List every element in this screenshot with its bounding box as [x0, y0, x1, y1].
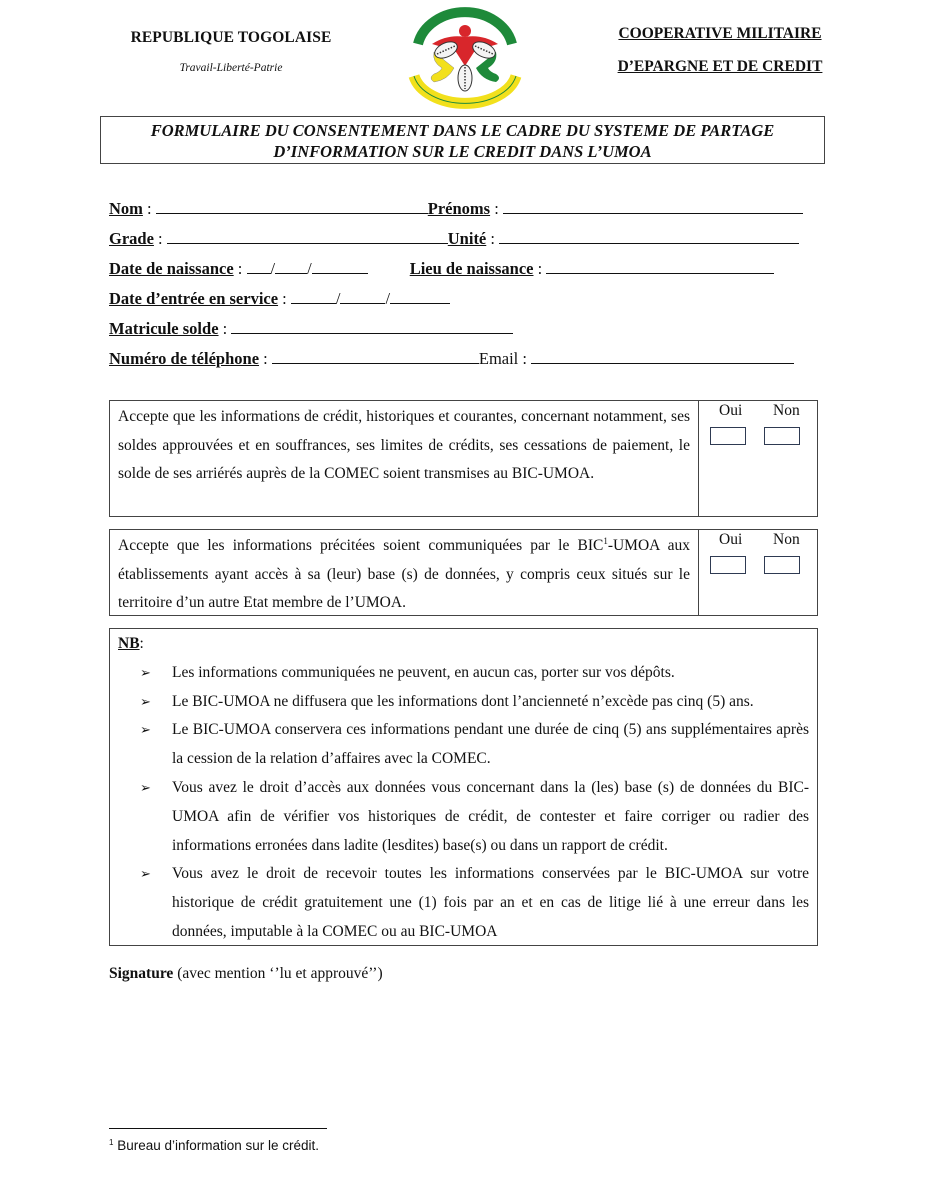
arrowhead-bullet-icon: ➢: [140, 779, 151, 795]
comec-emblem-logo: [404, 4, 526, 110]
form-title-line2: D’INFORMATION SUR LE CREDIT DANS L’UMOA: [273, 142, 652, 161]
arrowhead-bullet-icon: ➢: [140, 722, 151, 738]
nb-box: [109, 628, 818, 946]
row-naissance: [109, 259, 821, 283]
date-entree-label: Date d’entrée en service: [109, 289, 279, 308]
oui-label: Oui: [719, 531, 743, 548]
footnote-number: 1: [109, 1138, 114, 1147]
date-naissance-sep: :: [233, 259, 247, 278]
date-naissance-month-field[interactable]: [275, 259, 307, 274]
row-telephone-email: [109, 349, 821, 373]
logo-cowrie-center: [458, 65, 472, 91]
logo-svg: [404, 4, 526, 110]
row-date-entree: [109, 289, 821, 313]
date-slash: /: [335, 289, 341, 308]
row-grade-unite: [109, 229, 821, 253]
footnote: [109, 1138, 319, 1153]
nb-colon: :: [139, 635, 144, 652]
matricule-sep: :: [218, 319, 232, 338]
nom-label: Nom: [109, 199, 143, 218]
non-label: Non: [773, 402, 800, 419]
unite-label: Unité: [447, 229, 487, 248]
date-naissance-year-field[interactable]: [312, 259, 368, 274]
email-field[interactable]: [531, 349, 794, 364]
nb-item-text: Les informations communiquées ne peuvent, en aucun cas, porter sur vos dépôts.: [172, 663, 675, 681]
date-naissance-label: Date de naissance: [109, 259, 234, 278]
signature-area[interactable]: [109, 965, 383, 983]
lieu-naissance-sep: :: [533, 259, 547, 278]
date-entree-year-field[interactable]: [390, 289, 450, 304]
nb-title: NB: [118, 635, 140, 652]
consent-text: Accepte que les informations de crédit, historiques et courantes, concernant notamment, ses soldes approuvées et en souffrances, ses limites de crédits, ses cessations de paiement, le solde de ses arriérés auprès de la COMEC soient transmises au BIC-UMOA.: [110, 401, 699, 516]
country-name: REPUBLIQUE TOGOLAISE: [130, 29, 332, 46]
consent-text: [110, 530, 699, 615]
consent-text-part1: Accepte que les informations précitées soient communiquées par le BIC: [118, 537, 604, 554]
oui-checkbox[interactable]: [710, 556, 746, 574]
arrowhead-bullet-icon: ➢: [140, 693, 151, 709]
oui-checkbox[interactable]: [710, 427, 746, 445]
non-checkbox[interactable]: [764, 427, 800, 445]
logo-red-head: [459, 25, 471, 37]
nb-item: [118, 860, 809, 946]
unite-sep: :: [486, 229, 500, 248]
prenoms-sep: :: [490, 199, 503, 218]
nb-heading: [118, 630, 809, 659]
consent-text-part2: -UMOA aux établissements ayant accès à sa (leur) base (s) de données, y compris ceux situés sur le territoire d’un autre Etat membre de l’UMOA.: [118, 537, 690, 611]
row-matricule: [109, 319, 821, 343]
country-motto: Travail-Liberté-Patrie: [179, 62, 283, 74]
signature-label: Signature: [109, 965, 174, 982]
lieu-naissance-field[interactable]: [546, 259, 774, 274]
nb-item: [118, 688, 809, 717]
footnote-text: Bureau d’information sur le crédit.: [113, 1138, 320, 1153]
date-entree-month-field[interactable]: [340, 289, 385, 304]
date-entree-sep: :: [278, 289, 291, 308]
nb-item-text: Le BIC-UMOA conservera ces informations pendant une durée de cinq (5) ans supplémentaires après la cession de la relation d’affaires avec la COMEC.: [172, 721, 809, 768]
telephone-field[interactable]: [272, 349, 479, 364]
footnote-divider: [109, 1128, 327, 1129]
date-slash: /: [270, 259, 276, 278]
consent-options: [699, 530, 817, 615]
cooperative-name-line2: D’EPARGNE ET DE CREDIT: [617, 58, 823, 75]
prenoms-field[interactable]: [503, 199, 803, 214]
nb-item-text: Vous avez le droit d’accès aux données vous concernant dans la (les) base (s) de données du BIC-UMOA afin de vérifier vos historiques de crédit, de contester et faire corriger ou radier des informations erronées dans ladite (lesdites) base(s) ou dans un rapport de crédit.: [172, 778, 809, 854]
date-entree-day-field[interactable]: [291, 289, 336, 304]
oui-label: Oui: [719, 402, 743, 419]
grade-label: Grade: [109, 229, 154, 248]
unite-field[interactable]: [499, 229, 799, 244]
nb-list: [118, 659, 809, 947]
date-naissance-day-field[interactable]: [247, 259, 271, 274]
nom-sep: :: [142, 199, 156, 218]
form-title-line1: FORMULAIRE DU CONSENTEMENT DANS LE CADRE DU SYSTEME DE PARTAGE: [150, 121, 775, 140]
telephone-label: Numéro de téléphone: [109, 349, 260, 368]
grade-field[interactable]: [167, 229, 448, 244]
consent-options: [699, 401, 817, 516]
telephone-sep: :: [259, 349, 272, 368]
signature-note: (avec mention ‘’lu et approuvé’’): [173, 965, 383, 982]
footnote-ref: 1: [603, 536, 608, 546]
non-checkbox[interactable]: [764, 556, 800, 574]
arrowhead-bullet-icon: ➢: [140, 866, 151, 882]
nb-item: [118, 659, 809, 688]
arrowhead-bullet-icon: ➢: [140, 664, 151, 680]
date-slash: /: [307, 259, 312, 278]
row-nom-prenoms: [109, 199, 821, 223]
nb-item: [118, 774, 809, 860]
nb-item-text: Le BIC-UMOA ne diffusera que les informations dont l’ancienneté n’excède pas cinq (5) ans.: [172, 692, 754, 710]
grade-sep: :: [153, 229, 167, 248]
lieu-naissance-label: Lieu de naissance: [409, 259, 534, 278]
nb-item-text: Vous avez le droit de recevoir toutes les informations conservées par le BIC-UMOA sur votre historique de crédit gratuitement une (1) fois par an et en cas de litige lié à une erreur dans les données, imputable à la COMEC ou au BIC-UMOA: [172, 865, 809, 940]
non-label: Non: [773, 531, 800, 548]
nb-item: [118, 716, 809, 774]
consent-box-transmission: [109, 400, 818, 517]
matricule-field[interactable]: [231, 319, 513, 334]
nom-field[interactable]: [156, 199, 428, 214]
date-slash: /: [385, 289, 391, 308]
form-title-box: [100, 116, 825, 164]
matricule-label: Matricule solde: [109, 319, 219, 338]
email-label: Email :: [478, 349, 527, 368]
prenoms-label: Prénoms: [427, 199, 491, 218]
consent-box-communication: [109, 529, 818, 616]
cooperative-name-line1: COOPERATIVE MILITAIRE: [618, 25, 822, 42]
